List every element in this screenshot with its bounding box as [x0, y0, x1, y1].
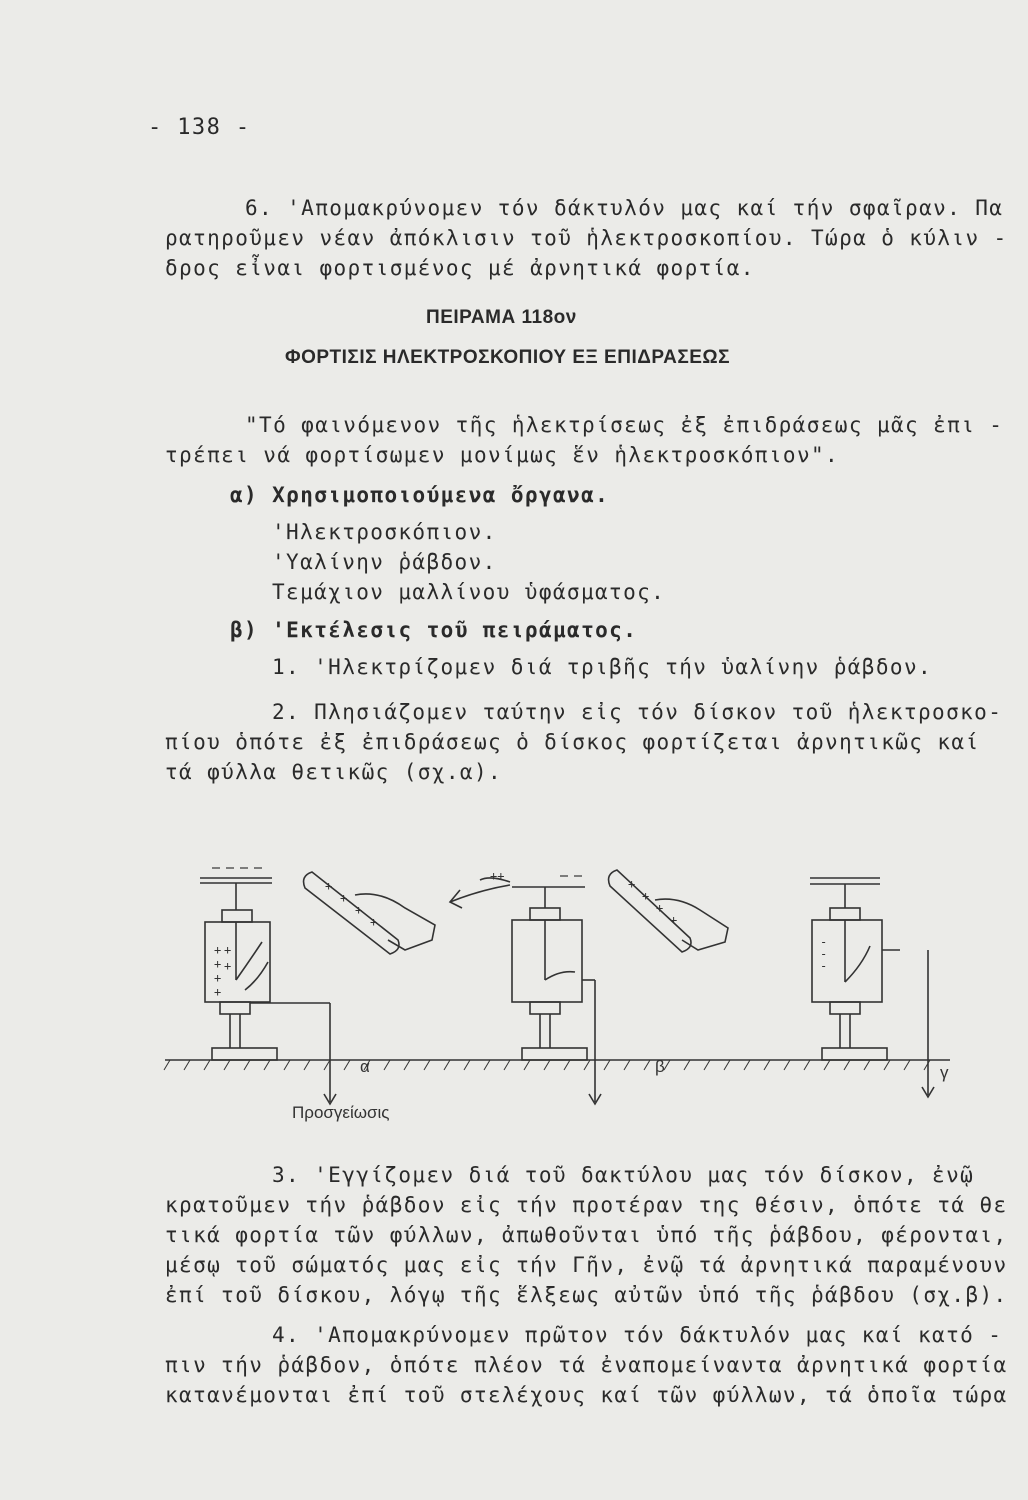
svg-text:+: +	[355, 903, 363, 917]
step-3-line-4: μέσῳ τοῦ σώματός μας εἰς τήν Γῆν, ἐνῷ τά ἀρνητικά παραμένουν	[165, 1253, 1008, 1277]
svg-text:+: +	[656, 901, 664, 915]
step-1: 1. 'Ηλεκτρίζομεν διά τριβῆς τήν ὑαλίνην ῥάβδον.	[272, 655, 933, 679]
svg-text:-: -	[820, 935, 828, 949]
svg-text:+: +	[325, 879, 333, 893]
svg-text:-: -	[820, 959, 828, 973]
glass-rod-b	[609, 870, 728, 952]
step-2-line-2: πίου ὁπότε ἐξ ἐπιδράσεως ὁ δίσκος φορτίζεται ἀρνητικῶς καί	[165, 730, 980, 754]
p6-line-3: δρος εἶναι φορτισμένος μέ ἀρνητικά φορτία.	[165, 256, 755, 280]
step-4-line-3: κατανέμονται ἐπί τοῦ στελέχους καί τῶν φύλλων, τά ὁποῖα τώρα	[165, 1383, 1008, 1407]
step-3-line-5: ἐπί τοῦ δίσκου, λόγῳ τῆς ἕλξεως αὐτῶν ὑπό τῆς ῥάβδου (σχ.β).	[165, 1283, 1008, 1307]
svg-text:+: +	[628, 877, 636, 891]
section-a-item-3: Τεμάχιον μαλλίνου ὑφάσματος.	[272, 580, 666, 604]
step-2-line-1: 2. Πλησιάζομεν ταύτην εἰς τόν δίσκον τοῦ ἡλεκτροσκο-	[272, 700, 1003, 724]
glass-rod-a	[304, 872, 435, 954]
quote-line-2: τρέπει νά φορτίσωμεν μονίμως ἕν ἡλεκτροσκόπιον".	[165, 443, 840, 467]
step-3-line-3: τικά φορτία τῶν φύλλων, ἀπωθοῦνται ὑπό τῆς ῥάβδου, φέρονται,	[165, 1223, 1008, 1247]
svg-text:+: +	[214, 957, 222, 971]
section-a-item-1: 'Ηλεκτροσκόπιον.	[272, 520, 497, 544]
section-a-title: α) Χρησιμοποιούμενα ὄργανα.	[230, 483, 610, 507]
page-number: - 138 -	[148, 115, 251, 140]
svg-text:++: ++	[490, 869, 505, 883]
svg-text:+: +	[224, 959, 232, 973]
svg-text:+: +	[214, 985, 222, 999]
step-2-line-3: τά φύλλα θετικῶς (σχ.α).	[165, 760, 503, 784]
step-4-line-2: πιν τήν ῥάβδον, ὁπότε πλέον τά ἐναπομείναντα ἀρνητικά φορτία	[165, 1353, 1008, 1377]
svg-text:+: +	[642, 889, 650, 903]
svg-text:+: +	[340, 891, 348, 905]
p6-line-1: 6. 'Απομακρύνομεν τόν δάκτυλόν μας καί τήν σφαῖραν. Πα	[245, 196, 1004, 220]
svg-text:+: +	[670, 913, 678, 927]
svg-text:+: +	[214, 943, 222, 957]
step-3-line-1: 3. 'Εγγίζομεν διά τοῦ δακτύλου μας τόν δίσκον, ἐνῷ	[272, 1163, 975, 1187]
p6-line-2: ρατηροῦμεν νέαν ἀπόκλισιν τοῦ ἡλεκτροσκοπίου. Τώρα ὁ κύλιν -	[165, 226, 1008, 250]
svg-text:+: +	[370, 915, 378, 929]
figure-label-a: α	[360, 1057, 370, 1076]
electroscope-c	[810, 878, 934, 1097]
quote-line-1: "Τό φαινόμενον τῆς ἡλεκτρίσεως ἐξ ἐπιδράσεως μᾶς ἐπι -	[245, 413, 1004, 437]
electroscope-b	[450, 878, 601, 1104]
experiment-heading: ΠΕΙΡΑΜΑ 118ον	[426, 307, 577, 328]
electroscope-figure	[150, 850, 990, 1130]
figure-label-c: γ	[940, 1063, 949, 1082]
section-b-title: β) 'Εκτέλεσις τοῦ πειράματος.	[230, 618, 638, 642]
experiment-subheading: ΦΟΡΤΙΣΙΣ ΗΛΕΚΤΡΟΣΚΟΠΙΟΥ ΕΞ ΕΠΙΔΡΑΣΕΩΣ	[285, 347, 731, 368]
step-4-line-1: 4. 'Απομακρύνομεν πρῶτον τόν δάκτυλόν μας καί κατό -	[272, 1323, 1003, 1347]
section-a-item-2: 'Υαλίνην ῥάβδον.	[272, 550, 497, 574]
svg-text:-: -	[820, 947, 828, 961]
figure-label-b: β	[655, 1057, 665, 1076]
svg-text:+: +	[214, 971, 222, 985]
ground-label: Προσγείωσις	[292, 1103, 390, 1122]
svg-text:+: +	[224, 943, 232, 957]
step-3-line-2: κρατοῦμεν τήν ῥάβδον εἰς τήν προτέραν της θέσιν, ὁπότε τά θε	[165, 1193, 1008, 1217]
